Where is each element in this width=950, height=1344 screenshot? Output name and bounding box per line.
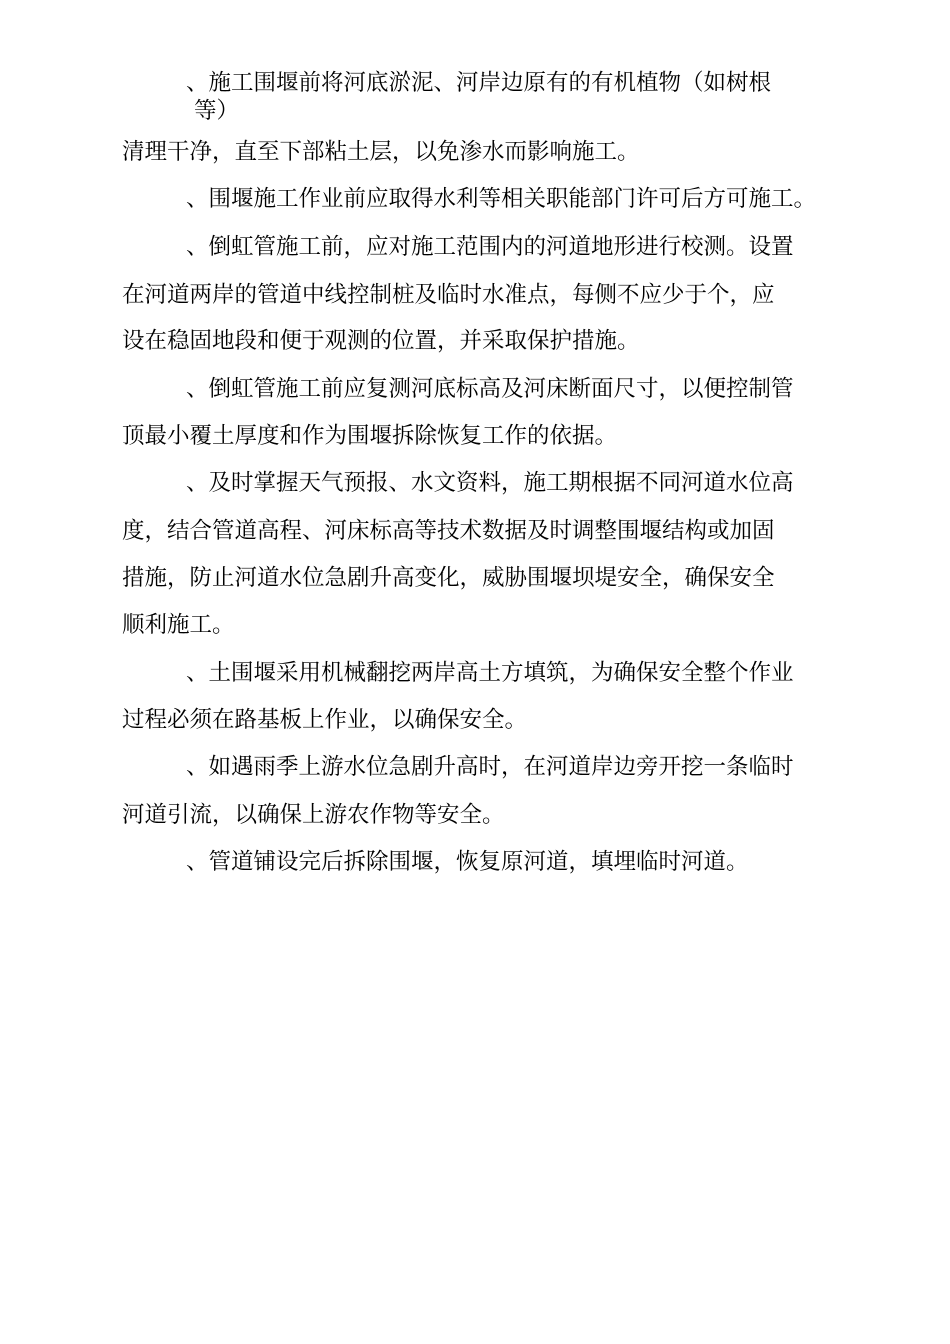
paragraph-1-line-2: 等） <box>194 98 240 124</box>
paragraph-7-line-1: 、如遇雨季上游水位急剧升高时，在河道岸边旁开挖一条临时 <box>186 754 794 780</box>
paragraph-2-line-1: 、围堰施工作业前应取得水利等相关职能部门许可后方可施工。 <box>186 186 817 212</box>
paragraph-1-line-1: 、施工围堰前将河底淤泥、河岸边原有的有机植物（如树根 <box>186 70 772 96</box>
paragraph-5-line-2: 度，结合管道高程、河床标高等技术数据及时调整围堰结构或加固 <box>122 518 775 544</box>
paragraph-5-line-1: 、及时掌握天气预报、水文资料，施工期根据不同河道水位高 <box>186 470 794 496</box>
paragraph-8-line-1: 、管道铺设完后拆除围堰，恢复原河道，填埋临时河道。 <box>186 849 749 875</box>
paragraph-3-line-3: 设在稳固地段和便于观测的位置，并采取保护措施。 <box>122 328 640 354</box>
paragraph-6-line-1: 、土围堰采用机械翻挖两岸高土方填筑，为确保安全整个作业 <box>186 660 794 686</box>
paragraph-7-line-2: 河道引流，以确保上游农作物等安全。 <box>122 802 505 828</box>
paragraph-6-line-2: 过程必须在路基板上作业，以确保安全。 <box>122 707 528 733</box>
paragraph-5-line-4: 顺利施工。 <box>122 612 235 638</box>
paragraph-4-line-2: 顶最小覆土厚度和作为围堰拆除恢复工作的依据。 <box>122 423 618 449</box>
paragraph-3-line-2: 在河道两岸的管道中线控制桩及临时水准点，每侧不应少于个，应 <box>122 282 775 308</box>
paragraph-1-line-3: 清理干净，直至下部粘土层，以免渗水而影响施工。 <box>122 139 640 165</box>
paragraph-4-line-1: 、倒虹管施工前应复测河底标高及河床断面尺寸，以便控制管 <box>186 376 794 402</box>
paragraph-3-line-1: 、倒虹管施工前，应对施工范围内的河道地形进行校测。设置 <box>186 234 794 260</box>
paragraph-5-line-3: 措施，防止河道水位急剧升高变化，威胁围堰坝堤安全，确保安全 <box>122 565 775 591</box>
